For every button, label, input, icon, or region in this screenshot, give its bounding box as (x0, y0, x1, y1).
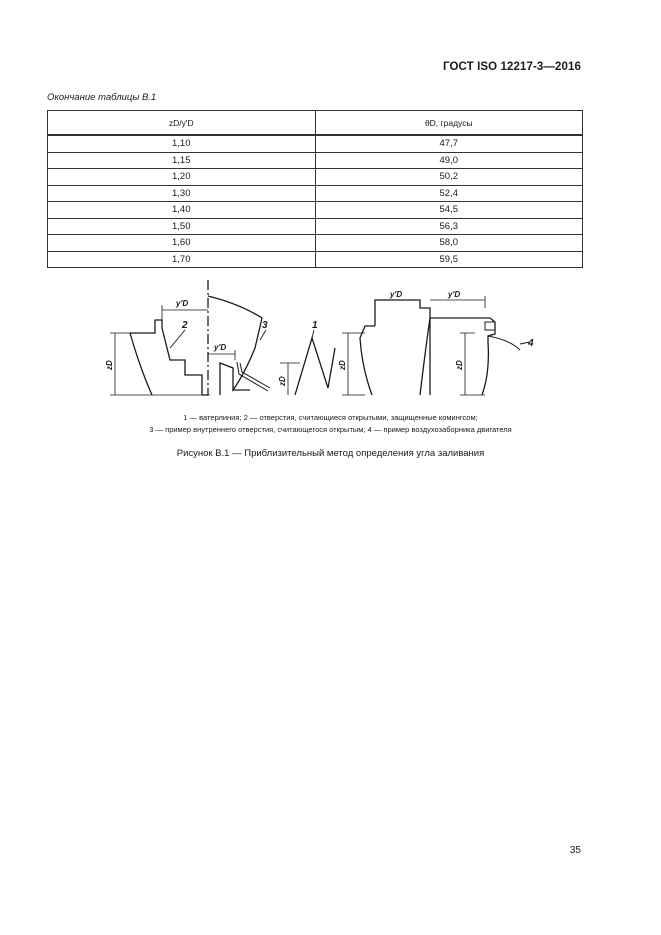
table-row (48, 251, 583, 268)
table-row (48, 185, 583, 202)
table-cell: 1,15 (48, 152, 316, 169)
label-zd-3: zD (338, 360, 347, 370)
label-1: 1 (312, 320, 318, 331)
table-row (48, 218, 583, 235)
table-row (48, 169, 583, 186)
table-row (48, 152, 583, 169)
legend-line-2: 3 — пример внутреннего отверстия, считающегося открытым; 4 — пример воздухозаборника двигателя (149, 425, 512, 434)
figure-legend (0, 412, 661, 436)
table-cell: 58,0 (315, 235, 583, 252)
document-header: ГОСТ ISO 12217-3—2016 (443, 61, 581, 73)
table-cell: 54,5 (315, 202, 583, 219)
downflooding-figure (90, 278, 560, 408)
legend-line-1: 1 — ватерлиния; 2 — отверстия, считающиеся открытыми, защищенные комингсом; (183, 413, 478, 422)
figure-title: Рисунок В.1 — Приблизительный метод определения угла заливания (176, 448, 485, 459)
label-2: 2 (182, 320, 188, 331)
label-3: 3 (262, 320, 268, 331)
column-header: θD, градусы (315, 111, 583, 136)
label-zd-2: zD (278, 376, 287, 386)
table-cell: 50,2 (315, 169, 583, 186)
label-yd-4: y'D (448, 290, 461, 299)
table-cell: 1,30 (48, 185, 316, 202)
table-cell: 59,5 (315, 251, 583, 268)
table-row (48, 135, 583, 152)
table-cell: 1,10 (48, 135, 316, 152)
label-yd-2: y'D (214, 343, 227, 352)
label-zd-4: zD (455, 360, 464, 370)
table-row (48, 235, 583, 252)
table-cell: 47,7 (315, 135, 583, 152)
label-yd-1: y'D (176, 299, 189, 308)
table-cell: 56,3 (315, 218, 583, 235)
label-zd-1: zD (105, 360, 114, 370)
table-cell: 1,50 (48, 218, 316, 235)
data-table (47, 110, 583, 268)
table-row (48, 202, 583, 219)
table-cell: 1,20 (48, 169, 316, 186)
table-cell: 1,40 (48, 202, 316, 219)
table-cell: 49,0 (315, 152, 583, 169)
column-header: zD/y'D (48, 111, 316, 136)
table-cell: 1,70 (48, 251, 316, 268)
table-cell: 1,60 (48, 235, 316, 252)
table-header-row (48, 111, 583, 136)
label-yd-3: y'D (390, 290, 403, 299)
page-number: 35 (569, 845, 581, 856)
table-caption: Окончание таблицы В.1 (47, 92, 157, 103)
table-cell: 52,4 (315, 185, 583, 202)
label-4: 4 (528, 338, 534, 349)
